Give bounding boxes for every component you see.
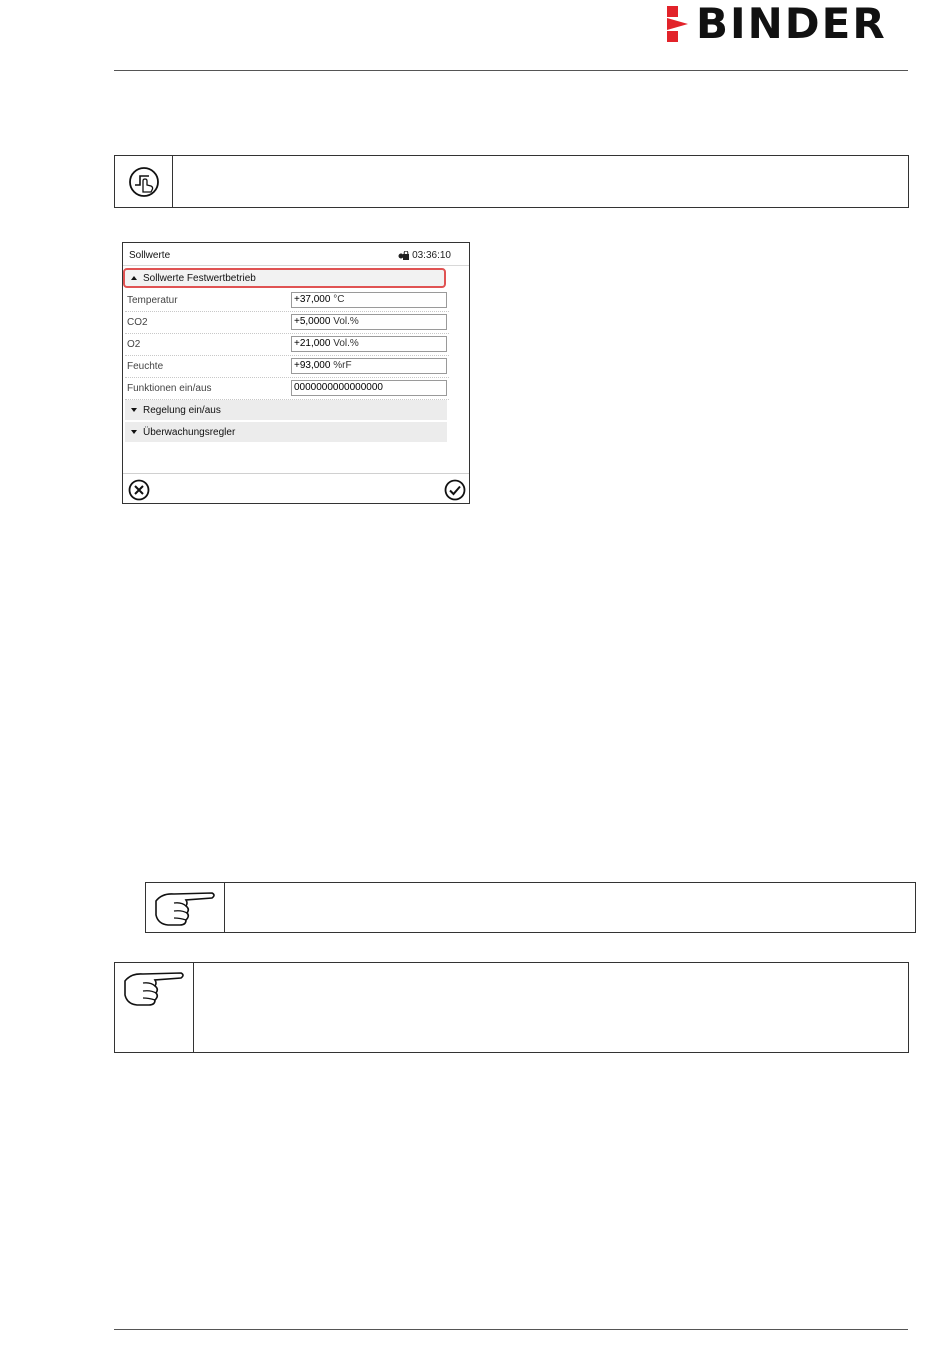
row-o2: [125, 335, 449, 356]
binder-logo-mark-icon: [664, 4, 692, 44]
section-safety-controller[interactable]: [125, 422, 447, 442]
o2-input[interactable]: +21,000 Vol.%: [291, 336, 447, 352]
note-icon-cell: [115, 963, 194, 1052]
section-label: Regelung ein/aus: [143, 404, 221, 416]
co2-input[interactable]: +5,0000 Vol.%: [291, 314, 447, 330]
binder-logo-text: BINDER: [696, 0, 887, 48]
temperature-input[interactable]: +37,000 °C: [291, 292, 447, 308]
instruction-box: [114, 155, 909, 208]
header-rule: [114, 70, 908, 71]
functions-input[interactable]: 0000000000000000: [291, 380, 447, 396]
section-label: Überwachungsregler: [143, 426, 236, 438]
row-label: O2: [127, 339, 141, 350]
row-label: CO2: [127, 317, 148, 328]
note-icon-cell: [146, 883, 225, 932]
section-control-on-off[interactable]: [125, 400, 447, 420]
device-screen: [122, 242, 470, 504]
row-label: Funktionen ein/aus: [127, 383, 212, 394]
screen-title: Sollwerte: [129, 250, 171, 261]
screen-status: [398, 250, 451, 261]
screen-bottom-divider: [123, 473, 469, 474]
row-co2: [125, 313, 449, 334]
instruction-text: [172, 156, 908, 207]
confirm-icon[interactable]: [444, 479, 466, 501]
footer-rule: [114, 1329, 908, 1330]
binder-logo: [664, 0, 887, 48]
instruction-icon-cell: [115, 156, 173, 207]
lock-icon: [398, 251, 410, 261]
row-temperature: [125, 291, 449, 312]
row-functions: [125, 379, 449, 400]
screen-title-divider: [123, 265, 469, 266]
setpoint-touch-icon: [127, 165, 161, 199]
row-humidity: [125, 357, 449, 378]
note-text: [224, 883, 915, 932]
collapse-triangle-icon: [131, 276, 137, 280]
row-label: Feuchte: [127, 361, 164, 372]
screen-clock: 03:36:10: [412, 250, 451, 261]
pointing-hand-icon: [152, 887, 218, 929]
pointing-hand-icon: [121, 967, 187, 1009]
note-box-2: [114, 962, 909, 1053]
row-label: Temperatur: [127, 295, 178, 306]
note-text: [194, 963, 908, 1052]
humidity-input[interactable]: +93,000 %rF: [291, 358, 447, 374]
note-box: [145, 882, 916, 933]
expand-triangle-icon: [131, 430, 137, 434]
section-label: Sollwerte Festwertbetrieb: [143, 272, 256, 284]
cancel-icon[interactable]: [128, 479, 150, 501]
expand-triangle-icon: [131, 408, 137, 412]
section-setpoints-fixed[interactable]: [123, 268, 446, 288]
